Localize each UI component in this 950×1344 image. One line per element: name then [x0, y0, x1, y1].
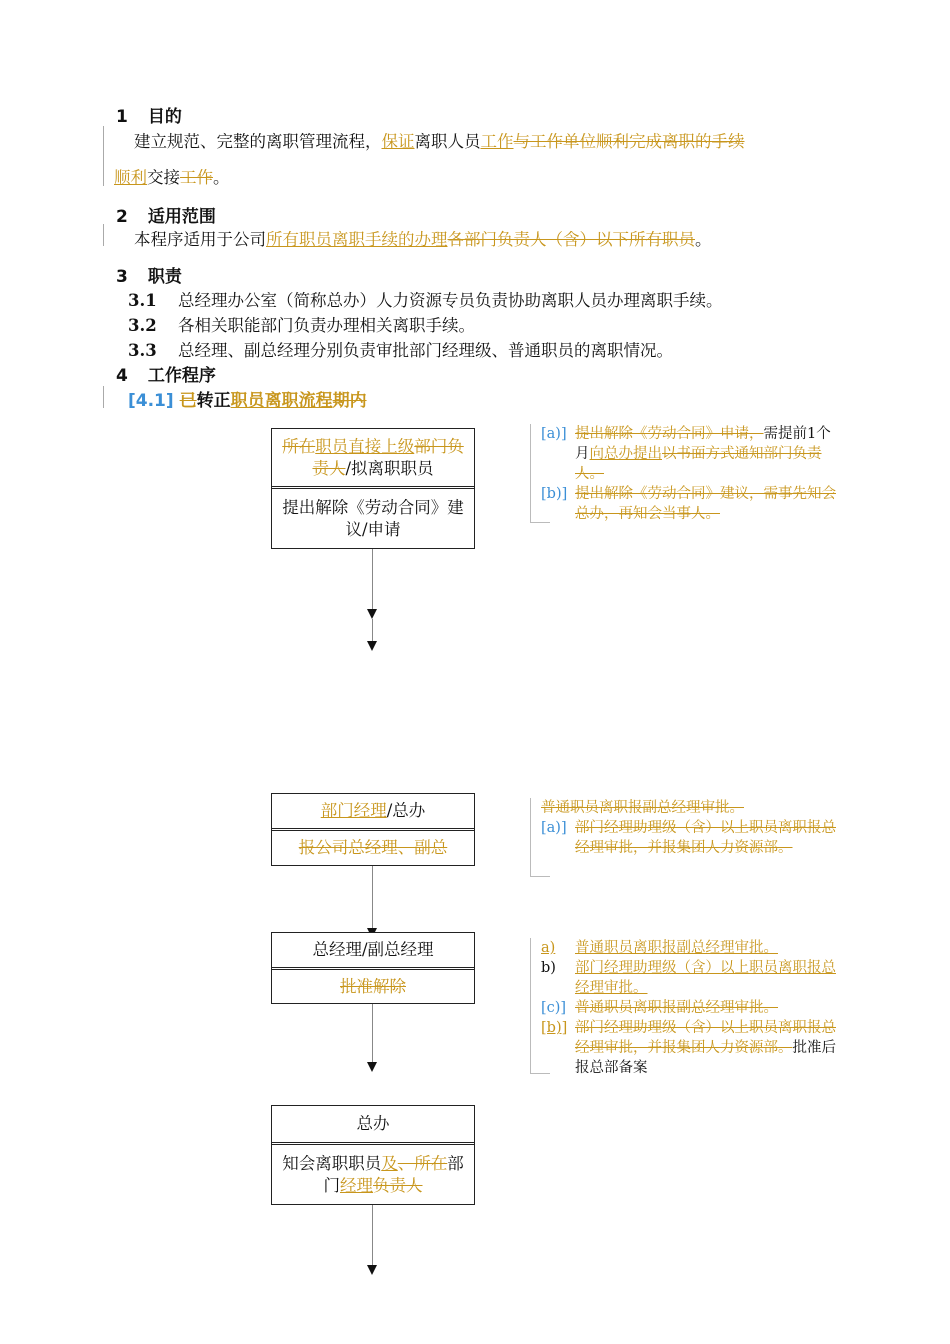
change-bar	[103, 224, 104, 246]
flow-box-1-action: 提出解除《劳动合同》建议/申请	[282, 497, 464, 539]
flow-box-2-action: 报公司总经理、副总	[298, 838, 448, 857]
arrow-down-icon	[367, 1062, 377, 1072]
subsection-4-1: [4.1] 已转正职员离职流程期内	[128, 391, 367, 411]
flow-box-3-action: 批准解除	[340, 976, 406, 996]
change-bar	[103, 126, 104, 186]
comment-bracket	[530, 938, 531, 1073]
flow-box-2-role: 部门经理/总办	[320, 801, 426, 820]
responsibility-item: 3.1 总经理办公室（简称总办）人力资源专员负责协助离职人员办理离职手续。	[128, 291, 723, 310]
flow-connector	[372, 1004, 373, 1062]
section-1-line-2: 顺利交接工作。	[114, 168, 230, 187]
arrow-down-icon	[367, 1265, 377, 1275]
responsibility-item: 3.2 各相关职能部门负责办理相关离职手续。	[128, 316, 475, 335]
arrow-down-icon	[367, 609, 377, 619]
comment-bracket	[530, 424, 531, 522]
flow-box-initiator	[271, 428, 475, 549]
flow-box-4-role: 总办	[356, 1114, 390, 1133]
change-bar	[103, 386, 104, 408]
flow-box-approval	[271, 932, 475, 1004]
flow-box-3-role: 总经理/副总经理	[312, 940, 434, 959]
flow-box-notify	[271, 1105, 475, 1205]
flow-box-review	[271, 793, 475, 866]
flow-connector	[372, 549, 373, 609]
section-3-heading: 3 职责	[116, 267, 182, 287]
arrow-down-icon	[367, 641, 377, 651]
comment-bracket	[530, 798, 531, 876]
flow-box-1-role: 所在职员直接上级部门负责人/拟离职职员	[282, 436, 464, 478]
responsibility-item: 3.3 总经理、副总经理分别负责审批部门经理级、普通职员的离职情况。	[128, 341, 673, 360]
flow-connector	[372, 1205, 373, 1265]
note-approval-rules: a) 普通职员离职报副总经理审批。 b) 部门经理助理级（含）以上职员离职报总经理审批。 [c)] 普通职员离职报副总经理审批。 [b)] 部门经理助理级（含）以上职员离职报总经理审批，并报集团人力资源部。批准后报总部备案	[541, 940, 836, 1076]
note-submission: [a)] 提出解除《劳动合同》申请，需提前1个月向总办提出以书面方式通知部门负责人。 [b)] 提出解除《劳动合同》建议，需事先知会总办，再知会当事人。	[541, 426, 836, 522]
comment-bracket	[530, 876, 550, 877]
flow-connector	[372, 619, 373, 641]
flow-connector	[372, 866, 373, 928]
section-1-heading: 1 目的	[116, 107, 182, 127]
section-2-body: 本程序适用于公司所有职员离职手续的办理各部门负责人（含）以下所有职员。	[134, 230, 712, 249]
section-4-heading: 4 工作程序	[116, 366, 216, 386]
section-1-line-1: 建立规范、完整的离职管理流程，保证离职人员工作与工作单位顺利完成离职的手续	[134, 132, 745, 151]
note-approval-routing: 普通职员离职报副总经理审批。 [a)] 部门经理助理级（含）以上职员离职报总经理审批，并报集团人力资源部。	[541, 800, 836, 856]
flow-box-4-action: 知会离职职员及、所在部门经理负责人	[282, 1153, 464, 1195]
section-2-heading: 2 适用范围	[116, 207, 216, 227]
